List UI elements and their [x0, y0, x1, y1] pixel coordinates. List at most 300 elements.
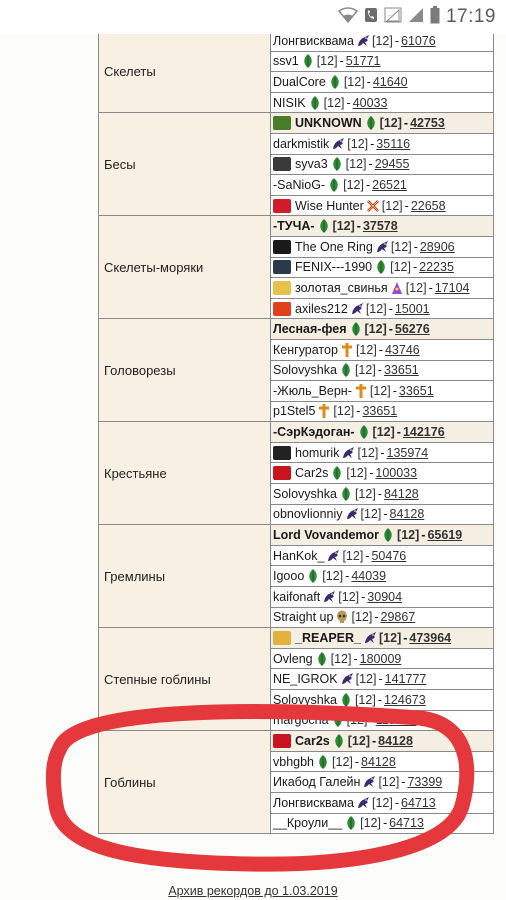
separator: - [371, 733, 377, 748]
separator: - [403, 631, 408, 646]
separator: - [370, 136, 375, 151]
separator: - [382, 816, 388, 831]
record-entry-content [273, 505, 493, 524]
leaf-icon [330, 466, 344, 480]
player-name[interactable]: Car2s [295, 733, 330, 748]
score-link[interactable]: 118616 [375, 713, 417, 728]
player-name[interactable]: -ТУЧА- [273, 219, 315, 234]
separator: - [377, 692, 382, 707]
table-row [99, 628, 494, 649]
player-name[interactable]: DualCore [273, 74, 326, 89]
separator: - [365, 177, 371, 192]
score-link[interactable]: 61076 [401, 34, 436, 48]
separator: - [377, 486, 382, 501]
score-link[interactable]: 65619 [427, 528, 463, 543]
separator: - [377, 363, 382, 378]
separator: - [356, 404, 361, 419]
avatar [273, 302, 291, 316]
separator: - [388, 322, 393, 337]
leaf-icon [331, 713, 345, 727]
record-entry-content [273, 567, 493, 586]
record-entry [271, 690, 494, 711]
separator: - [412, 260, 418, 275]
wifi-icon [338, 7, 358, 28]
leaf-icon [308, 96, 322, 110]
dragon-icon [341, 446, 355, 460]
group-name: Бесы [99, 113, 271, 216]
record-entry-content [273, 670, 493, 689]
player-level: [12] [357, 445, 379, 460]
player-name[interactable]: золотая_свинья [295, 280, 388, 295]
cross-icon [366, 199, 380, 213]
score-link[interactable]: 64713 [389, 816, 424, 831]
player-level: [12] [333, 404, 355, 419]
avatar [273, 116, 291, 130]
score-link[interactable]: 40033 [352, 95, 388, 110]
player-level: [12] [347, 733, 370, 748]
separator: - [428, 280, 433, 295]
table-row [99, 34, 494, 51]
player-level: [12] [330, 651, 352, 666]
leaf-icon [349, 322, 363, 336]
record-entry [271, 566, 494, 587]
player-level: [12] [360, 507, 382, 522]
score-link[interactable]: 84128 [389, 507, 425, 522]
score-link[interactable]: 35116 [376, 136, 411, 151]
player-name[interactable]: Straight up [273, 610, 334, 625]
avatar [273, 199, 291, 213]
separator: - [396, 425, 401, 440]
player-name[interactable]: Solovyshka [273, 486, 337, 501]
score-link[interactable]: 33651 [362, 404, 398, 419]
record-entry [271, 545, 494, 566]
score-link[interactable]: 180009 [359, 651, 402, 666]
record-entry [271, 195, 494, 216]
record-entry [271, 463, 494, 484]
score-link[interactable]: 37578 [362, 219, 398, 234]
player-name[interactable]: __Кроули__ [273, 816, 343, 831]
leaf-icon [316, 755, 330, 769]
score-link[interactable]: 84128 [383, 486, 419, 501]
separator: - [361, 589, 366, 604]
player-level: [12] [347, 136, 369, 151]
separator: - [388, 301, 393, 316]
player-level: [12] [360, 816, 381, 831]
record-entry-content [273, 237, 493, 256]
record-entry [271, 154, 494, 175]
group-name: Степные гоблины [99, 628, 271, 731]
separator: - [421, 528, 426, 543]
record-entry [271, 484, 494, 505]
player-level: [12] [390, 260, 411, 275]
score-link[interactable]: 84128 [378, 733, 413, 748]
player-name[interactable]: -СэрКэдоган- [273, 425, 355, 440]
cross-orange-icon [354, 384, 368, 398]
player-name[interactable]: -Жюль_Верн- [273, 383, 352, 398]
player-level: [12] [372, 425, 395, 440]
player-level: [12] [369, 383, 391, 398]
player-name[interactable]: Car2s [295, 466, 329, 481]
records-table [98, 34, 494, 834]
player-name[interactable]: darkmistik [273, 136, 330, 151]
clock: 17:19 [445, 6, 496, 27]
record-entry-content [273, 93, 493, 112]
player-name[interactable]: ssv1 [273, 54, 299, 69]
record-entry-content [273, 793, 493, 812]
separator: - [394, 34, 399, 48]
score-link[interactable]: 84128 [361, 754, 396, 769]
dragon-icon [340, 672, 354, 686]
group-name: Скелеты-моряки [99, 216, 271, 319]
player-level: [12] [397, 528, 420, 543]
score-link[interactable]: 17104 [434, 280, 470, 295]
leaf-icon [339, 363, 353, 377]
record-entry-content [273, 608, 493, 627]
leaf-icon [328, 75, 342, 89]
player-level: [12] [379, 116, 402, 131]
leaf-icon [339, 693, 353, 707]
record-entry [271, 51, 494, 72]
record-entry-content [273, 299, 493, 318]
group-name: Гоблины [99, 731, 271, 834]
record-entry-content [273, 402, 493, 421]
player-level: [12] [332, 754, 353, 769]
score-link[interactable]: 56276 [394, 322, 430, 337]
player-level: [12] [332, 219, 355, 234]
record-entry-content [273, 34, 493, 50]
signal-icon [384, 7, 402, 28]
player-level: [12] [355, 672, 377, 687]
leaf-icon [315, 652, 329, 666]
score-link[interactable]: 64713 [401, 795, 436, 810]
player-name[interactable]: Ovleng [273, 651, 313, 666]
leaf-icon [374, 260, 388, 274]
score-link[interactable]: 22235 [419, 260, 454, 275]
record-entry-content [273, 690, 493, 709]
score-link[interactable]: 142176 [402, 425, 445, 440]
score-link[interactable]: 100033 [375, 466, 418, 481]
score-link[interactable]: 41640 [372, 74, 408, 89]
leaf-icon [381, 528, 395, 542]
record-entry-content [273, 649, 493, 668]
leaf-icon [330, 157, 344, 171]
call-icon [364, 7, 378, 28]
record-entry-content [273, 484, 493, 503]
player-level: [12] [322, 569, 344, 584]
record-entry-content [273, 711, 493, 730]
record-entry [271, 751, 494, 772]
record-entry-content [273, 196, 493, 215]
player-level: [12] [354, 692, 376, 707]
avatar [273, 157, 291, 171]
record-entry-content [273, 320, 493, 339]
record-entry-content [273, 814, 493, 833]
group-name: Крестьяне [99, 422, 271, 525]
player-name[interactable]: The One Ring [295, 239, 373, 254]
cross-orange-icon [317, 404, 331, 418]
record-entry-content [273, 423, 493, 442]
player-name[interactable]: Кенгуратор [273, 342, 338, 357]
svg-text:..: .. [387, 10, 392, 18]
score-link[interactable]: 33651 [383, 363, 419, 378]
player-level: [12] [381, 198, 403, 213]
player-level: [12] [354, 363, 376, 378]
dragon-icon [326, 549, 340, 563]
status-bar [0, 0, 506, 34]
dragon-icon [322, 590, 336, 604]
status-icons [338, 6, 496, 28]
separator: - [356, 219, 361, 234]
cross-orange-icon [340, 343, 354, 357]
record-entry [271, 504, 494, 525]
player-name[interactable]: syva3 [295, 157, 328, 172]
group-name: Скелеты [99, 34, 271, 113]
group-name: Гремлины [99, 525, 271, 628]
leaf-icon [332, 734, 346, 748]
separator: - [380, 445, 385, 460]
score-link[interactable]: 22658 [410, 198, 446, 213]
player-level: [12] [323, 95, 345, 110]
record-entry [271, 587, 494, 608]
player-level: [12] [365, 301, 387, 316]
player-name[interactable]: Лесная-фея [273, 322, 347, 337]
record-entry [271, 422, 494, 443]
record-entry-content [273, 278, 493, 297]
record-entry [271, 525, 494, 546]
separator: - [413, 239, 418, 254]
record-entry [271, 278, 494, 299]
player-name[interactable]: homurik [295, 445, 340, 460]
record-entry [271, 442, 494, 463]
record-entry-content [273, 381, 493, 400]
separator: - [354, 754, 360, 769]
player-level: [12] [346, 466, 368, 481]
player-name[interactable]: NE_IGROK [273, 672, 338, 687]
record-entry [271, 216, 494, 237]
leaf-icon [344, 816, 358, 830]
separator: - [378, 672, 383, 687]
record-entry [271, 669, 494, 690]
record-entry-content [273, 258, 493, 277]
player-name[interactable]: Лонгвисквама [273, 795, 354, 810]
record-entry [271, 339, 494, 360]
score-link[interactable]: 15001 [394, 301, 430, 316]
score-link[interactable]: 30904 [367, 589, 403, 604]
record-entry [271, 772, 494, 793]
score-link[interactable]: 141777 [384, 672, 427, 687]
separator: - [365, 548, 370, 563]
record-entry-content [273, 72, 493, 91]
record-entry [271, 319, 494, 340]
table-row [99, 422, 494, 443]
player-name[interactable]: Лонгвисквама [273, 34, 354, 48]
score-link[interactable]: 26521 [372, 177, 407, 192]
archive-link[interactable]: Архив рекордов до 1.03.2019 [168, 884, 338, 898]
record-entry-content [273, 114, 493, 133]
dragon-icon [345, 507, 359, 521]
table-row [99, 525, 494, 546]
separator: - [369, 713, 374, 728]
score-link[interactable]: 135974 [386, 445, 429, 460]
avatar [273, 260, 291, 274]
leaf-icon [306, 569, 320, 583]
record-entry-content [273, 526, 493, 545]
player-name[interactable]: obnovlionniy [273, 507, 343, 522]
player-level: [12] [355, 342, 377, 357]
player-name[interactable]: Wise Hunter [295, 198, 364, 213]
player-name[interactable]: Икабод Галейн [273, 775, 361, 790]
record-entry [271, 792, 494, 813]
record-entry [271, 607, 494, 628]
record-entry [271, 731, 494, 752]
player-name[interactable]: vbhgbh [273, 754, 315, 769]
player-name[interactable]: axiles212 [295, 301, 348, 316]
dragon-icon [375, 240, 389, 254]
avatar [273, 466, 291, 480]
separator: - [353, 651, 358, 666]
leaf-icon [339, 487, 353, 501]
player-name[interactable]: -SaNioG- [273, 177, 326, 192]
record-entry-content [273, 175, 493, 194]
avatar [273, 240, 291, 254]
dragon-icon [356, 796, 370, 810]
leaf-icon [317, 219, 331, 233]
record-entry-content [273, 464, 493, 483]
separator: - [401, 775, 406, 790]
player-level: [12] [390, 239, 412, 254]
score-link[interactable]: 50476 [371, 548, 407, 563]
separator: - [403, 116, 409, 131]
record-entry-content [273, 752, 493, 771]
record-entry-content [273, 155, 493, 174]
separator: - [374, 610, 379, 625]
player-level: [12] [405, 280, 427, 295]
separator: - [378, 342, 383, 357]
record-entry-content [273, 340, 493, 359]
leaf-icon [301, 54, 315, 68]
dragon-icon [331, 137, 345, 151]
player-level: [12] [342, 548, 364, 563]
record-entry-content [273, 546, 493, 565]
separator: - [346, 95, 351, 110]
record-entry [271, 92, 494, 113]
separator: - [404, 198, 409, 213]
record-entry [271, 648, 494, 669]
record-entry [271, 298, 494, 319]
player-name[interactable]: UNKNOWN [295, 116, 362, 131]
wizard-icon [390, 281, 404, 295]
leaf-icon [327, 178, 341, 192]
avatar [273, 446, 291, 460]
player-name[interactable]: p1Stel5 [273, 404, 316, 419]
avatar [273, 281, 291, 295]
score-link[interactable]: 28906 [419, 239, 455, 254]
player-level: [12] [371, 34, 393, 48]
player-level: [12] [343, 177, 364, 192]
record-entry-content [273, 361, 493, 380]
separator: - [366, 74, 371, 89]
score-link[interactable]: 29867 [380, 610, 416, 625]
player-name[interactable]: HanKok_ [273, 548, 325, 563]
player-name[interactable]: Solovyshka [273, 363, 337, 378]
player-level: [12] [316, 54, 338, 69]
dragon-icon [363, 631, 377, 645]
battery-icon [430, 6, 440, 29]
score-link[interactable]: 42753 [410, 116, 445, 131]
leaf-icon [357, 425, 371, 439]
score-link[interactable]: 43746 [384, 342, 420, 357]
record-entry-content [273, 731, 493, 750]
group-name: Головорезы [99, 319, 271, 422]
records-page [0, 34, 506, 900]
player-name[interactable]: margocha [273, 713, 329, 728]
player-level: [12] [343, 74, 365, 89]
separator: - [339, 54, 344, 69]
table-row [99, 216, 494, 237]
record-entry [271, 710, 494, 731]
dragon-icon [362, 775, 376, 789]
score-link[interactable]: 51771 [345, 54, 381, 69]
player-name[interactable]: Lord Vovandemor [273, 528, 380, 543]
player-name[interactable]: _REAPER_ [295, 631, 361, 646]
player-level: [12] [345, 157, 367, 172]
separator: - [369, 466, 374, 481]
player-level: [12] [351, 610, 373, 625]
player-level: [12] [378, 775, 400, 790]
leaf-icon [364, 116, 378, 130]
score-link[interactable]: 29455 [374, 157, 410, 172]
record-entry [271, 236, 494, 257]
record-entry [271, 628, 494, 649]
score-link[interactable]: 124673 [383, 692, 426, 707]
table-row [99, 731, 494, 752]
player-level: [12] [379, 631, 402, 646]
record-entry [271, 133, 494, 154]
player-name[interactable]: Igooo [273, 569, 305, 584]
player-name[interactable]: kaifonaft [273, 589, 321, 604]
signal-strength-icon [408, 7, 424, 28]
player-name[interactable]: NISIK [273, 95, 306, 110]
skull-icon [335, 610, 349, 624]
separator: - [368, 157, 373, 172]
player-level: [12] [338, 589, 360, 604]
record-entry-content [273, 134, 493, 153]
record-entry-content [273, 217, 493, 236]
separator: - [392, 383, 397, 398]
score-link[interactable]: 33651 [398, 383, 434, 398]
record-entry [271, 175, 494, 196]
dragon-icon [356, 34, 370, 48]
player-name[interactable]: FENIX---1990 [295, 260, 373, 275]
record-entry [271, 257, 494, 278]
record-entry [271, 381, 494, 402]
player-level: [12] [346, 713, 368, 728]
record-entry [271, 34, 494, 51]
score-link[interactable]: 73399 [407, 775, 443, 790]
record-entry [271, 360, 494, 381]
table-row [99, 113, 494, 134]
separator: - [394, 795, 399, 810]
separator: - [383, 507, 388, 522]
player-level: [12] [371, 795, 393, 810]
player-level: [12] [364, 322, 387, 337]
avatar [273, 734, 291, 748]
record-entry [271, 401, 494, 422]
score-link[interactable]: 44039 [351, 569, 387, 584]
record-entry-content [273, 443, 493, 462]
score-link[interactable]: 473964 [409, 631, 452, 646]
player-name[interactable]: Solovyshka [273, 692, 337, 707]
